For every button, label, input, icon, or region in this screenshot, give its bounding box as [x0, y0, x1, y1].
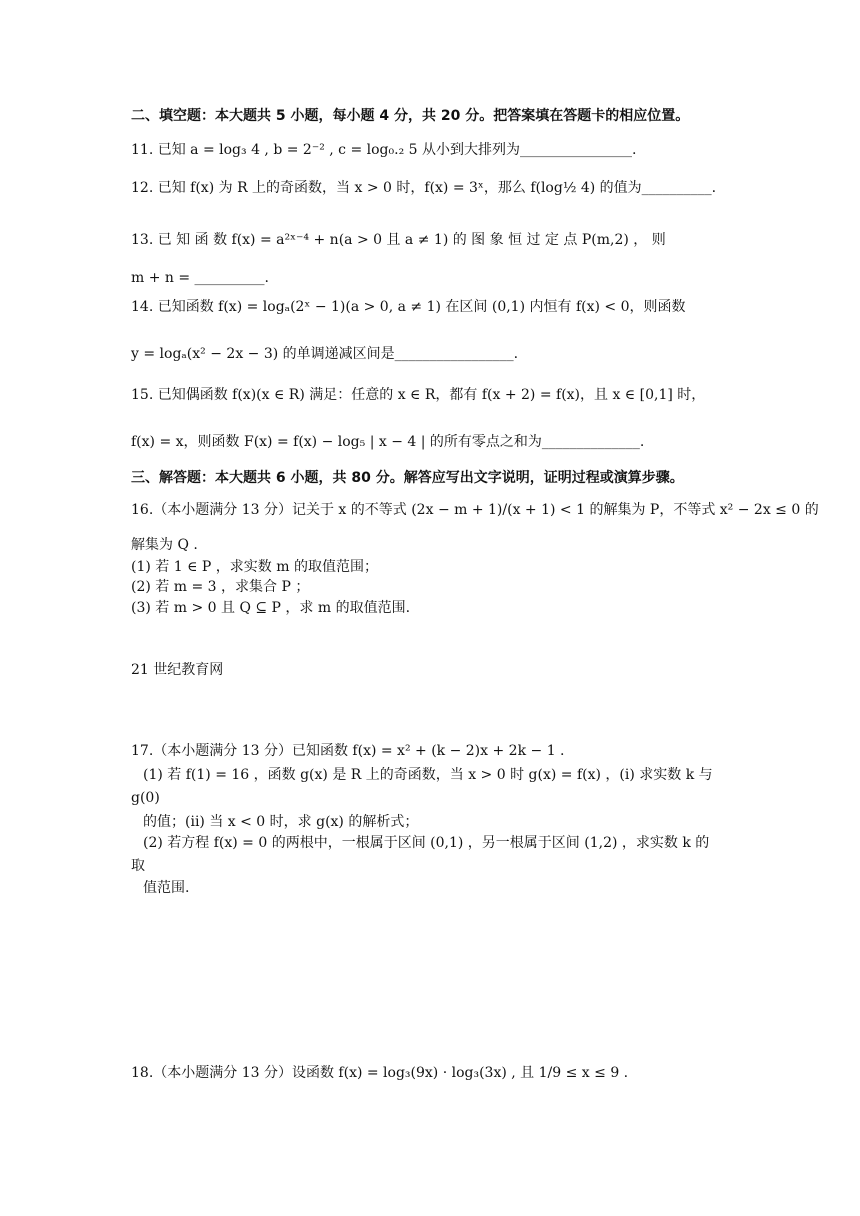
question-14-line-2: y = logₐ(x² − 2x − 3) 的单调递减区间是_________________. — [131, 346, 519, 362]
question-17-part-2a: (2) 若方程 f(x) = 0 的两根中，一根属于区间 (0,1) ，另一根属于区间 (1,2) ，求实数 k 的 — [143, 835, 710, 851]
question-15-line-1: 15. 已知偶函数 f(x)(x ∈ R) 满足：任意的 x ∈ R，都有 f(x + 2) = f(x)，且 x ∈ [0,1] 时， — [131, 387, 706, 403]
question-13-line-2: m + n = __________. — [131, 270, 270, 286]
question-17-part-2b: 取 — [131, 858, 145, 874]
question-17-part-2c: 值范围. — [143, 880, 190, 896]
question-16-part-2: (2) 若 m = 3 ，求集合 P ； — [131, 579, 310, 595]
question-17-part-1a: (1) 若 f(1) = 16 ，函数 g(x) 是 R 上的奇函数，当 x > 0 时 g(x) = f(x) ，(i) 求实数 k 与 — [143, 767, 713, 783]
question-16-line-1: 16.（本小题满分 13 分）记关于 x 的不等式 (2x − m + 1)/(x + 1) < 1 的解集为 P，不等式 x² − 2x ≤ 0 的 — [131, 502, 819, 518]
question-16-part-1: (1) 若 1 ∈ P ，求实数 m 的取值范围； — [131, 559, 378, 575]
watermark-text: 21 世纪教育网 — [131, 662, 224, 678]
section-3-heading: 三、解答题：本大题共 6 小题，共 80 分。解答应写出文字说明，证明过程或演算步骤。 — [131, 470, 684, 486]
question-18-line-1: 18.（本小题满分 13 分）设函数 f(x) = log₃(9x) · log₃(3x) , 且 1/9 ≤ x ≤ 9 . — [131, 1065, 629, 1081]
question-16-part-3: (3) 若 m > 0 且 Q ⊆ P ，求 m 的取值范围. — [131, 600, 411, 616]
question-17-part-1b: g(0) — [131, 790, 160, 806]
question-11: 11. 已知 a = log₃ 4 , b = 2⁻² , c = log₀.₂ 5 从小到大排列为________________. — [131, 142, 637, 158]
question-14-line-1: 14. 已知函数 f(x) = logₐ(2ˣ − 1)(a > 0, a ≠ 1) 在区间 (0,1) 内恒有 f(x) < 0，则函数 — [131, 299, 686, 315]
question-13-line-1: 13. 已 知 函 数 f(x) = a²ˣ⁻⁴ + n(a > 0 且 a ≠ 1) 的 图 象 恒 过 定 点 P(m,2) ， 则 — [131, 232, 666, 248]
section-2-heading: 二、填空题：本大题共 5 小题，每小题 4 分，共 20 分。把答案填在答题卡的相应位置。 — [131, 108, 690, 124]
question-17-part-1c: 的值；(ii) 当 x < 0 时，求 g(x) 的解析式； — [143, 814, 419, 830]
question-16-line-2: 解集为 Q . — [131, 537, 198, 553]
question-12: 12. 已知 f(x) 为 R 上的奇函数，当 x > 0 时，f(x) = 3ˣ，那么 f(log½ 4) 的值为__________. — [131, 180, 717, 196]
question-15-line-2: f(x) = x，则函数 F(x) = f(x) − log₅ | x − 4 | 的所有零点之和为______________. — [131, 434, 645, 450]
question-17-line-1: 17.（本小题满分 13 分）已知函数 f(x) = x² + (k − 2)x + 2k − 1 . — [131, 743, 565, 759]
